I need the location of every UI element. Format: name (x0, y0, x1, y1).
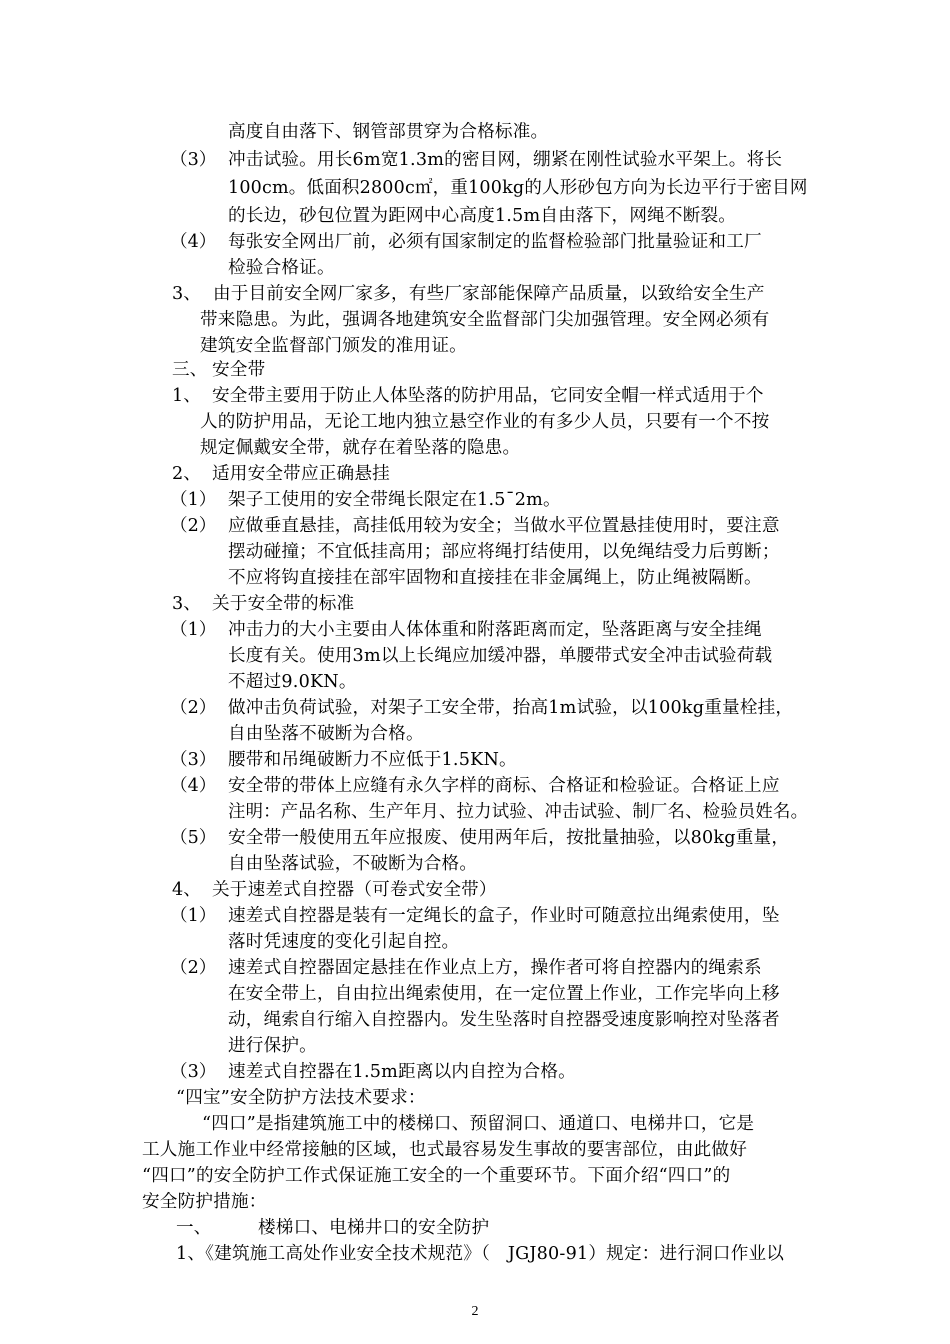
text-line: 应做垂直悬挂，高挂低用较为安全；当做水平位置悬挂使用时，要注意 (228, 516, 780, 536)
text-line: 速差式自控器固定悬挂在作业点上方，操作者可将自控器内的绳索系 (228, 958, 762, 978)
list-marker: 1、 (172, 386, 201, 406)
text-line: 不应将钩直接挂在部牢固物和直接挂在非金属绳上，防止绳被隔断。 (228, 568, 762, 588)
text-line: 进行保护。 (228, 1036, 317, 1056)
text-line: 自由坠落试验，不破断为合格。 (228, 854, 478, 874)
list-marker: （1） (170, 620, 217, 640)
list-marker: （3） (170, 150, 217, 170)
text-line: 安全带主要用于防止人体坠落的防护用品，它同安全帽一样式适用于个 (212, 386, 764, 406)
text-line: 速差式自控器在1.5m距离以内自控为合格。 (228, 1062, 576, 1082)
text-line: 安全防护措施： (142, 1192, 267, 1212)
list-marker: （3） (170, 1062, 217, 1082)
text-line: 长度有关。使用3m以上长绳应加缓冲器，单腰带式安全冲击试验荷载 (228, 646, 773, 666)
text-line: 安全带一般使用五年应报废、使用两年后，按批量抽验，以80kg重量， (228, 828, 790, 848)
list-marker: （5） (170, 828, 217, 848)
text-line: 1、《建筑施工高处作业安全技术规范》（ JGJ80-91）规定：进行洞口作业以 (176, 1244, 785, 1264)
list-marker: （2） (170, 516, 217, 536)
text-line: “四口”是指建筑施工中的楼梯口、预留洞口、通道口、电梯井口，它是 (202, 1114, 755, 1134)
section-marker: 一、 (176, 1218, 212, 1238)
text-line: 腰带和吊绳破断力不应低于1.5KN。 (228, 750, 517, 770)
list-marker: （4） (170, 776, 217, 796)
text-line: 安全带的带体上应缝有永久字样的商标、合格证和检验证。合格证上应 (228, 776, 780, 796)
list-marker: 4、 (172, 880, 201, 900)
section-heading: 楼梯口、电梯井口的安全防护 (258, 1218, 490, 1238)
list-marker: （3） (170, 750, 217, 770)
text-line: 由于目前安全网厂家多，有些厂家部能保障产品质量，以致给安全生产 (213, 284, 765, 304)
text-line: 做冲击负荷试验，对架子工安全带，抬高1m试验，以100kg重量栓挂， (228, 698, 794, 718)
text-line: 规定佩戴安全带，就存在着坠落的隐患。 (200, 438, 521, 458)
section-heading: 安全带 (212, 360, 266, 380)
text-line: 速差式自控器是装有一定绳长的盒子，作业时可随意拉出绳索使用，坠 (228, 906, 780, 926)
list-marker: （1） (170, 906, 217, 926)
list-marker: （2） (170, 698, 217, 718)
text-line: 不超过9.0KN。 (228, 672, 357, 692)
text-line: 在安全带上，自由拉出绳索使用，在一定位置上作业，工作完毕向上移 (228, 984, 780, 1004)
text-line: 冲击力的大小主要由人体体重和附落距离而定，坠落距离与安全挂绳 (228, 620, 762, 640)
text-line: 人的防护用品，无论工地内独立悬空作业的有多少人员，只要有一个不按 (200, 412, 770, 432)
list-marker: （2） (170, 958, 217, 978)
text-line: 动，绳索自行缩入自控器内。发生坠落时自控器受速度影响控对坠落者 (228, 1010, 780, 1030)
text-line: 100cm。低面积2800c㎡，重100kg的人形砂包方向为长边平行于密目网 (228, 178, 808, 198)
text-line: 摆动碰撞；不宜低挂高用；部应将绳打结使用，以免绳结受力后剪断； (228, 542, 780, 562)
text-line: 自由坠落不破断为合格。 (228, 724, 424, 744)
text-line: 高度自由落下、钢管部贯穿为合格标准。 (228, 122, 549, 142)
text-line: 带来隐患。为此，强调各地建筑安全监督部门尖加强管理。安全网必须有 (200, 310, 770, 330)
text-line: 工人施工作业中经常接触的区域，也式最容易发生事故的要害部位，由此做好 (142, 1140, 747, 1160)
text-line: 关于安全带的标准 (212, 594, 355, 614)
text-line: 关于速差式自控器（可卷式安全带） (212, 880, 497, 900)
text-line: 适用安全带应正确悬挂 (212, 464, 390, 484)
list-marker: 3、 (172, 284, 201, 304)
page-number: 2 (471, 1304, 479, 1319)
section-marker: 三、 (172, 360, 208, 380)
list-marker: （4） (170, 232, 217, 252)
text-line: 检验合格证。 (228, 258, 335, 278)
list-marker: 3、 (172, 594, 201, 614)
text-line: 建筑安全监督部门颁发的准用证。 (200, 336, 467, 356)
text-line: 每张安全网出厂前，必须有国家制定的监督检验部门批量验证和工厂 (228, 232, 762, 252)
text-line: 架子工使用的安全带绳长限定在1.5¯2m。 (228, 490, 561, 510)
section-heading: “四宝”安全防护方法技术要求： (176, 1088, 426, 1108)
list-marker: （1） (170, 490, 217, 510)
text-line: 落时凭速度的变化引起自控。 (228, 932, 460, 952)
text-line: 冲击试验。用长6m宽1.3m的密目网，绷紧在刚性试验水平架上。将长 (228, 150, 783, 170)
list-marker: 2、 (172, 464, 201, 484)
text-line: 注明：产品名称、生产年月、拉力试验、冲击试验、制厂名、检验员姓名。 (228, 802, 809, 822)
text-line: 的长边，砂包位置为距网中心高度1.5m自由落下，网绳不断裂。 (228, 206, 737, 226)
text-line: “四口”的安全防护工作式保证施工安全的一个重要环节。下面介绍“四口”的 (142, 1166, 731, 1186)
